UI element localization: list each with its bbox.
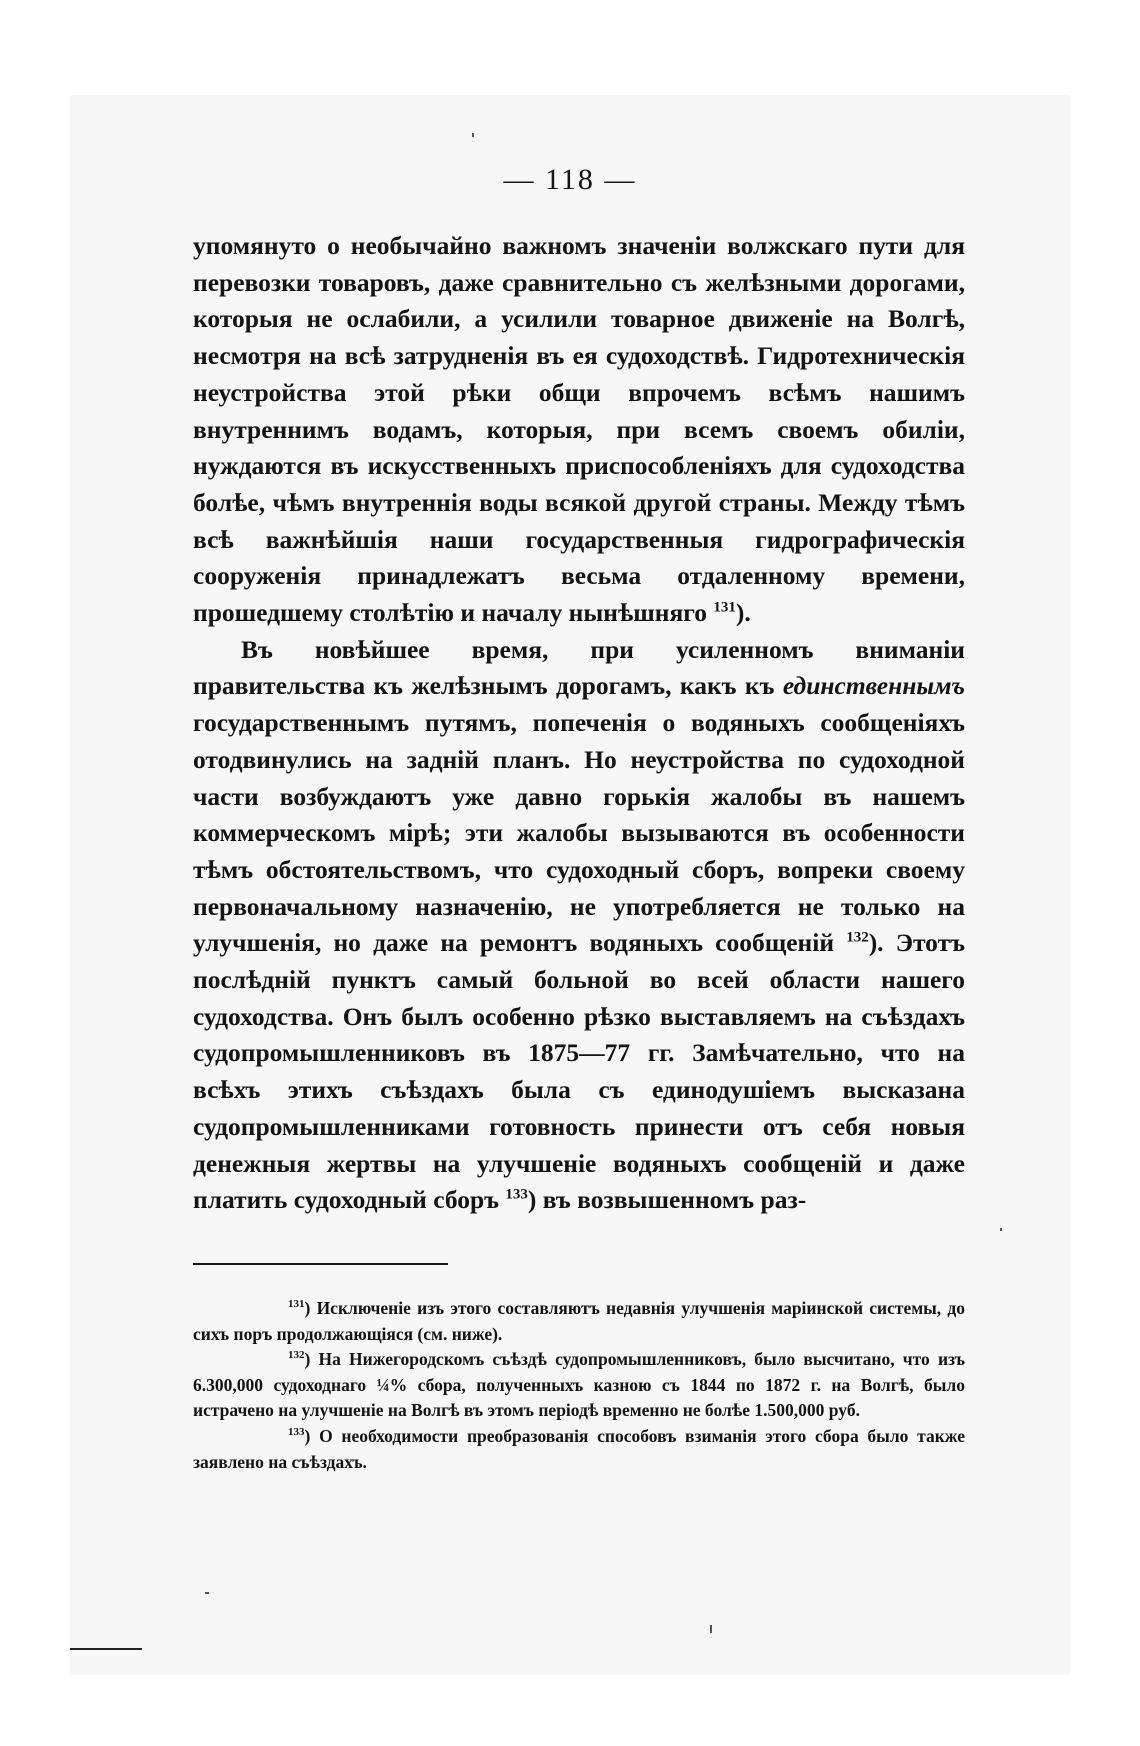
paragraph-2-part-2: государственнымъ путямъ, попеченія о водяныхъ сообщеніяхъ отодвинулись на задній планъ. Но неустройства по судоходной части возбуждаютъ уже давно горькія жалобы въ нашемъ коммерческомъ мірѣ; эти жалобы вызываются въ особенности тѣмъ обстоятельствомъ, что судоходный сборъ, вопреки своему первоначальному назначенію, не употребляется не только на улучшенія, но даже на ремонтъ водяныхъ сообщеній [193,708,965,958]
paragraph-1-text: упомянуто о необычайно важномъ значеніи волжскаго пути для перевозки товаровъ, даже сравнительно съ желѣзными дорогами, которыя не ослабили, а усилили товарное движеніе на Волгѣ, несмотря на всѣ затрудненія въ ея судоходствѣ. Гидротехническія неустройства этой рѣки общи впрочемъ всѣмъ нашимъ внутреннимъ водамъ, которыя, при всемъ своемъ обиліи, нуждаются въ искусственныхъ приспособленіяхъ для судоходства болѣе, чѣмъ внутреннія воды всякой другой страны. Между тѣмъ всѣ важнѣйшія наши государственныя гидрографическія сооруженія принадлежатъ весьма отдаленному времени, прошедшему столѣтію и началу нынѣшняго [193,231,965,628]
footnote-133-text: О необходимости преобразованія способовъ взиманія этого сбора было также заявлено на съѣздахъ. [193,1425,965,1472]
page-number: — 118 — [503,163,637,196]
footnote-131-paren: ) [304,1298,311,1318]
paragraph-1-end: ). [735,598,751,628]
paragraph-2 [193,632,965,1219]
footnote-132-number: 132 [288,1349,305,1362]
footnote-ref-131[interactable]: 131 [713,599,736,616]
footnote-131-text: Исключеніе изъ этого составляютъ недавнія улучшенія маріинской системы, до сихъ поръ продолжающіяся (см. ниже). [193,1298,966,1344]
footnote-131-number: 131 [288,1298,305,1311]
paragraph-2-part-1: Въ новѣйшее время, при усиленномъ вниманіи правительства къ желѣзнымъ дорогамъ, какъ къ [193,634,965,701]
footnote-133-number: 133 [288,1426,305,1439]
paragraph-2-part-3: ). Этотъ послѣдній пунктъ самый больной во всей области нашего судоходства. Онъ былъ особенно рѣзко выставляемъ на съѣздахъ судопромышленниковъ въ 1875—77 гг. Замѣчательно, что на всѣхъ этихъ съѣздахъ была съ единодушіемъ высказана судопромышленниками готовность принести отъ себя новыя денежныя жертвы на улучшеніе водяныхъ сообщеній и даже платить судоходный сборъ [193,928,965,1215]
scan-speck [205,1592,209,1594]
scan-artifact-rule [70,1648,142,1650]
footnote-ref-132[interactable]: 132 [846,929,869,946]
footnote-133 [193,1424,965,1475]
footnote-133-paren: ) [304,1425,311,1446]
scan-speck [710,1625,712,1633]
footnote-132-paren: ) [304,1349,311,1370]
paragraph-2-part-4: ) въ возвышенномъ раз- [527,1185,807,1215]
footnotes [193,1296,965,1475]
scan-speck [472,133,474,137]
main-text [193,228,965,1219]
scan-speck [1000,1228,1002,1231]
footnote-132-text: На Нижегородскомъ съѣздѣ судопромышленниковъ, было высчитано, что изъ 6.300,000 судоходнаго ¼% сбора, полученныхъ казною съ 1844 по 1872 г. на Волгѣ, было истрачено на улучшеніе на Волгѣ въ этомъ періодѣ временно не болѣе 1.500,000 руб. [193,1349,965,1421]
footnote-132 [193,1347,965,1424]
paragraph-1 [193,228,965,632]
footnote-131 [193,1296,965,1347]
footnote-ref-133[interactable]: 133 [505,1186,528,1203]
italic-emphasis: единственнымъ [782,671,965,701]
footnote-divider [193,1263,448,1265]
